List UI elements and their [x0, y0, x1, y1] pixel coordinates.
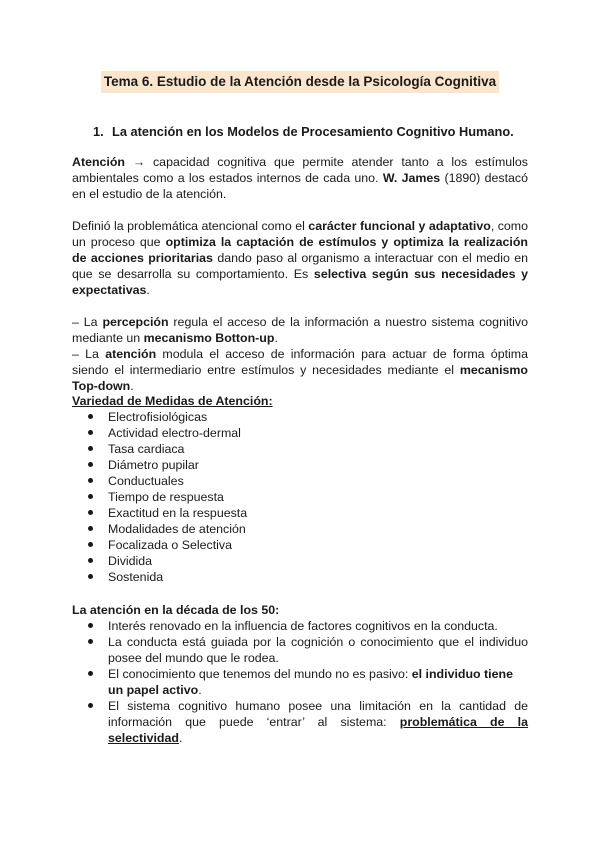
paragraph-atencion [72, 154, 528, 202]
bullet-icon [88, 574, 93, 579]
list-item-text: Tiempo de respuesta [108, 490, 224, 504]
bullet-icon [88, 526, 93, 531]
author-name: W. James [382, 171, 441, 185]
p3-bold-bottonup: mecanismo Botton-up [143, 331, 275, 345]
p3-text-3: . [274, 331, 278, 345]
bullet-icon [88, 446, 93, 451]
p2-bold-3: selectiva según sus necesidades y expectativas [72, 267, 529, 297]
list-item-text: Modalidades de atención [108, 522, 246, 536]
list-item-text: Exactitud en la respuesta [108, 506, 248, 520]
list-item [72, 521, 528, 537]
bullet-icon [88, 494, 93, 499]
term-atencion: Atención [72, 155, 126, 169]
list-item [72, 698, 528, 746]
bullet-icon [88, 639, 93, 644]
list-item [72, 457, 528, 473]
list-item [72, 618, 528, 634]
p4-text-3: . [130, 379, 134, 393]
paragraph-problematica [72, 218, 528, 298]
bullet-icon [88, 558, 93, 563]
p3-bold-percepcion: percepción [102, 315, 169, 329]
definition-text-end: (1890) destacó en el estudio de la atención. [72, 171, 528, 201]
section-heading [93, 124, 514, 140]
arrow: → [125, 155, 153, 169]
list-item-text: El sistema cognitivo humano posee una limitación en la cantidad de información que puede ‘entrar’ al sistema: [108, 699, 528, 729]
list-item-text: La conducta está guiada por la cognición o conocimiento que el individuo posee del mundo que le rodea. [108, 635, 528, 665]
p3-text-1: – La [72, 315, 103, 329]
list-item [72, 666, 528, 698]
section-heading-text: La atención en los Modelos de Procesamiento Cognitivo Humano. [112, 124, 514, 139]
definition-text: capacidad cognitiva que permite atender tanto a los estímulos ambientales como a los estados internos de cada uno. [72, 155, 528, 185]
section-number: 1. [93, 124, 104, 139]
bullet-icon [88, 623, 93, 628]
bullet-icon [88, 542, 93, 547]
list-item-text: El conocimiento que tenemos del mundo no es pasivo: [108, 667, 412, 681]
bullet-icon [88, 671, 93, 676]
list-item-text: Interés renovado en la influencia de factores cognitivos en la conducta. [108, 619, 498, 633]
list-item-end: . [178, 731, 183, 745]
list-item-text: Electrofisiológicas [108, 410, 208, 424]
bullet-icon [88, 478, 93, 483]
list-item-text: Focalizada o Selectiva [108, 538, 232, 552]
p4-text-1: – La [72, 347, 106, 361]
p2-text-2: , como un proceso que [72, 219, 529, 249]
bullet-icon [88, 510, 93, 515]
paragraph-percepcion [72, 314, 528, 346]
fifties-heading: La atención en la década de los 50: [72, 603, 280, 617]
bullet-icon [88, 462, 93, 467]
page-title: Tema 6. Estudio de la Atención desde la Psicología Cognitiva [101, 71, 499, 93]
measures-list [72, 409, 528, 585]
list-item [72, 569, 528, 585]
p2-text-1: Definió la problemática atencional como el [72, 219, 309, 233]
list-item-text: Diámetro pupilar [108, 458, 199, 472]
list-item-text: Sostenida [108, 570, 164, 584]
list-item-text: Conductuales [108, 474, 184, 488]
list-item [72, 489, 528, 505]
list-item [72, 425, 528, 441]
list-item-bold: el individuo tiene un papel activo [108, 667, 513, 697]
list-item-text: Tasa cardiaca [108, 442, 185, 456]
list-item [72, 409, 528, 425]
p2-text-4: . [146, 283, 150, 297]
list-item [72, 537, 528, 553]
list-item [72, 473, 528, 489]
p4-bold-topdown: mecanismo Top-down [72, 363, 528, 393]
p2-bold-1: carácter funcional y adaptativo [308, 219, 491, 233]
p2-bold-2: optimiza la captación de estímulos y optimiza la realización de acciones prioritarias [72, 235, 528, 265]
list-item [72, 505, 528, 521]
list-item-text: Actividad electro-dermal [108, 426, 241, 440]
list-item [72, 634, 528, 666]
list-item-text: Dividida [108, 554, 153, 568]
bullet-icon [88, 430, 93, 435]
list-item [72, 553, 528, 569]
list-item-bold-underlined: problemática de la selectividad [108, 715, 528, 745]
list-item-end: . [198, 683, 202, 697]
title-row [0, 71, 600, 93]
list-item [72, 441, 528, 457]
fifties-list [72, 618, 528, 746]
p4-bold-atencion: atención [105, 347, 157, 361]
paragraph-atencion-topdown [72, 346, 528, 394]
p4-text-2: modula el acceso de información para actuar de forma óptima siendo el intermediario entre estímulos y necesidades mediante el [72, 347, 528, 377]
p3-text-2: regula el acceso de la información a nuestro sistema cognitivo mediante un [72, 315, 528, 345]
measures-heading [72, 393, 273, 409]
bullet-icon [88, 703, 93, 708]
bullet-icon [88, 414, 93, 419]
p2-text-3: dando paso al organismo a interactuar con el medio en que se desarrolla su comportamiento. Es [72, 251, 528, 281]
measures-heading-text: Variedad de Medidas de Atención: [72, 394, 273, 408]
